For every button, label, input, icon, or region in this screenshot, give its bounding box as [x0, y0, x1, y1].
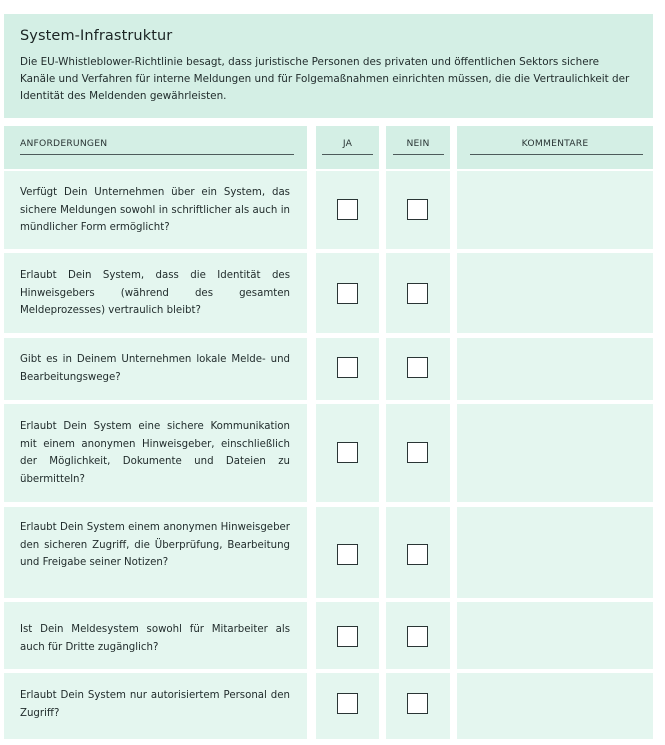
no-cell [386, 253, 450, 333]
yes-cell [316, 338, 379, 400]
yes-cell [316, 404, 379, 502]
comment-cell[interactable] [457, 673, 653, 739]
yes-checkbox[interactable] [337, 693, 358, 714]
yes-cell [316, 507, 379, 598]
column-rule [20, 154, 294, 155]
yes-cell [316, 253, 379, 333]
yes-checkbox[interactable] [337, 442, 358, 463]
column-header-requirements [4, 126, 307, 169]
question-text: Erlaubt Dein System einem anonymen Hinweisgeber den sicheren Zugriff, die Überprüfung, Bearbeitung und Freigabe seiner Notizen? [20, 522, 290, 568]
yes-checkbox[interactable] [337, 357, 358, 378]
column-rule [470, 154, 643, 155]
yes-cell [316, 602, 379, 669]
comment-cell[interactable] [457, 602, 653, 669]
question-text: Ist Dein Meldesystem sowohl für Mitarbeiter als auch für Dritte zugänglich? [20, 624, 290, 653]
column-rule [393, 154, 444, 155]
no-cell [386, 338, 450, 400]
no-cell [386, 673, 450, 739]
no-checkbox[interactable] [407, 199, 428, 220]
no-checkbox[interactable] [407, 442, 428, 463]
yes-cell [316, 171, 379, 249]
page-title: System-Infrastruktur [20, 28, 173, 44]
no-cell [386, 404, 450, 502]
no-checkbox[interactable] [407, 693, 428, 714]
table-row-question-cell [4, 507, 307, 598]
yes-checkbox[interactable] [337, 544, 358, 565]
page-description: Die EU-Whistleblower-Richtlinie besagt, dass juristische Personen des privaten und öffentlichen Sektors sichere Kanäle und Verfahren für interne Meldungen und für Folgemaßnahmen einrichten müssen, die die Vertraulichkeit der Identität des Meldenden gewährleisten. [20, 56, 630, 102]
table-row-question-cell [4, 253, 307, 333]
no-cell [386, 171, 450, 249]
comment-cell[interactable] [457, 253, 653, 333]
comment-cell[interactable] [457, 507, 653, 598]
no-checkbox[interactable] [407, 626, 428, 647]
no-checkbox[interactable] [407, 283, 428, 304]
yes-checkbox[interactable] [337, 199, 358, 220]
column-label-yes: JA [342, 138, 353, 149]
column-header-comments [457, 126, 653, 169]
no-checkbox[interactable] [407, 357, 428, 378]
no-cell [386, 602, 450, 669]
column-rule [322, 154, 373, 155]
question-text: Verfügt Dein Unternehmen über ein System, das sichere Meldungen sowohl in schriftlicher als auch in mündlicher Form ermöglicht? [20, 187, 290, 233]
question-text: Gibt es in Deinem Unternehmen lokale Melde- und Bearbeitungswege? [20, 354, 290, 383]
yes-cell [316, 673, 379, 739]
question-text: Erlaubt Dein System nur autorisiertem Personal den Zugriff? [20, 690, 290, 719]
no-checkbox[interactable] [407, 544, 428, 565]
no-cell [386, 507, 450, 598]
column-label-requirements: ANFORDERUNGEN [20, 138, 108, 149]
table-row-question-cell [4, 602, 307, 669]
comment-cell[interactable] [457, 171, 653, 249]
column-label-no: NEIN [406, 138, 430, 149]
column-label-comments: KOMMENTARE [521, 138, 589, 149]
yes-checkbox[interactable] [337, 626, 358, 647]
question-text: Erlaubt Dein System, dass die Identität des Hinweisgebers (während des gesamten Meldeprozesses) vertraulich bleibt? [20, 270, 290, 316]
comment-cell[interactable] [457, 338, 653, 400]
column-header-yes [316, 126, 379, 169]
column-header-no [386, 126, 450, 169]
question-text: Erlaubt Dein System eine sichere Kommunikation mit einem anonymen Hinweisgeber, einschließlich der Möglichkeit, Dokumente und Dateien zu übermitteln? [20, 421, 290, 485]
yes-checkbox[interactable] [337, 283, 358, 304]
comment-cell[interactable] [457, 404, 653, 502]
table-row-question-cell [4, 171, 307, 249]
header-panel [4, 14, 653, 118]
table-row-question-cell [4, 338, 307, 400]
table-row-question-cell [4, 673, 307, 739]
table-row-question-cell [4, 404, 307, 502]
